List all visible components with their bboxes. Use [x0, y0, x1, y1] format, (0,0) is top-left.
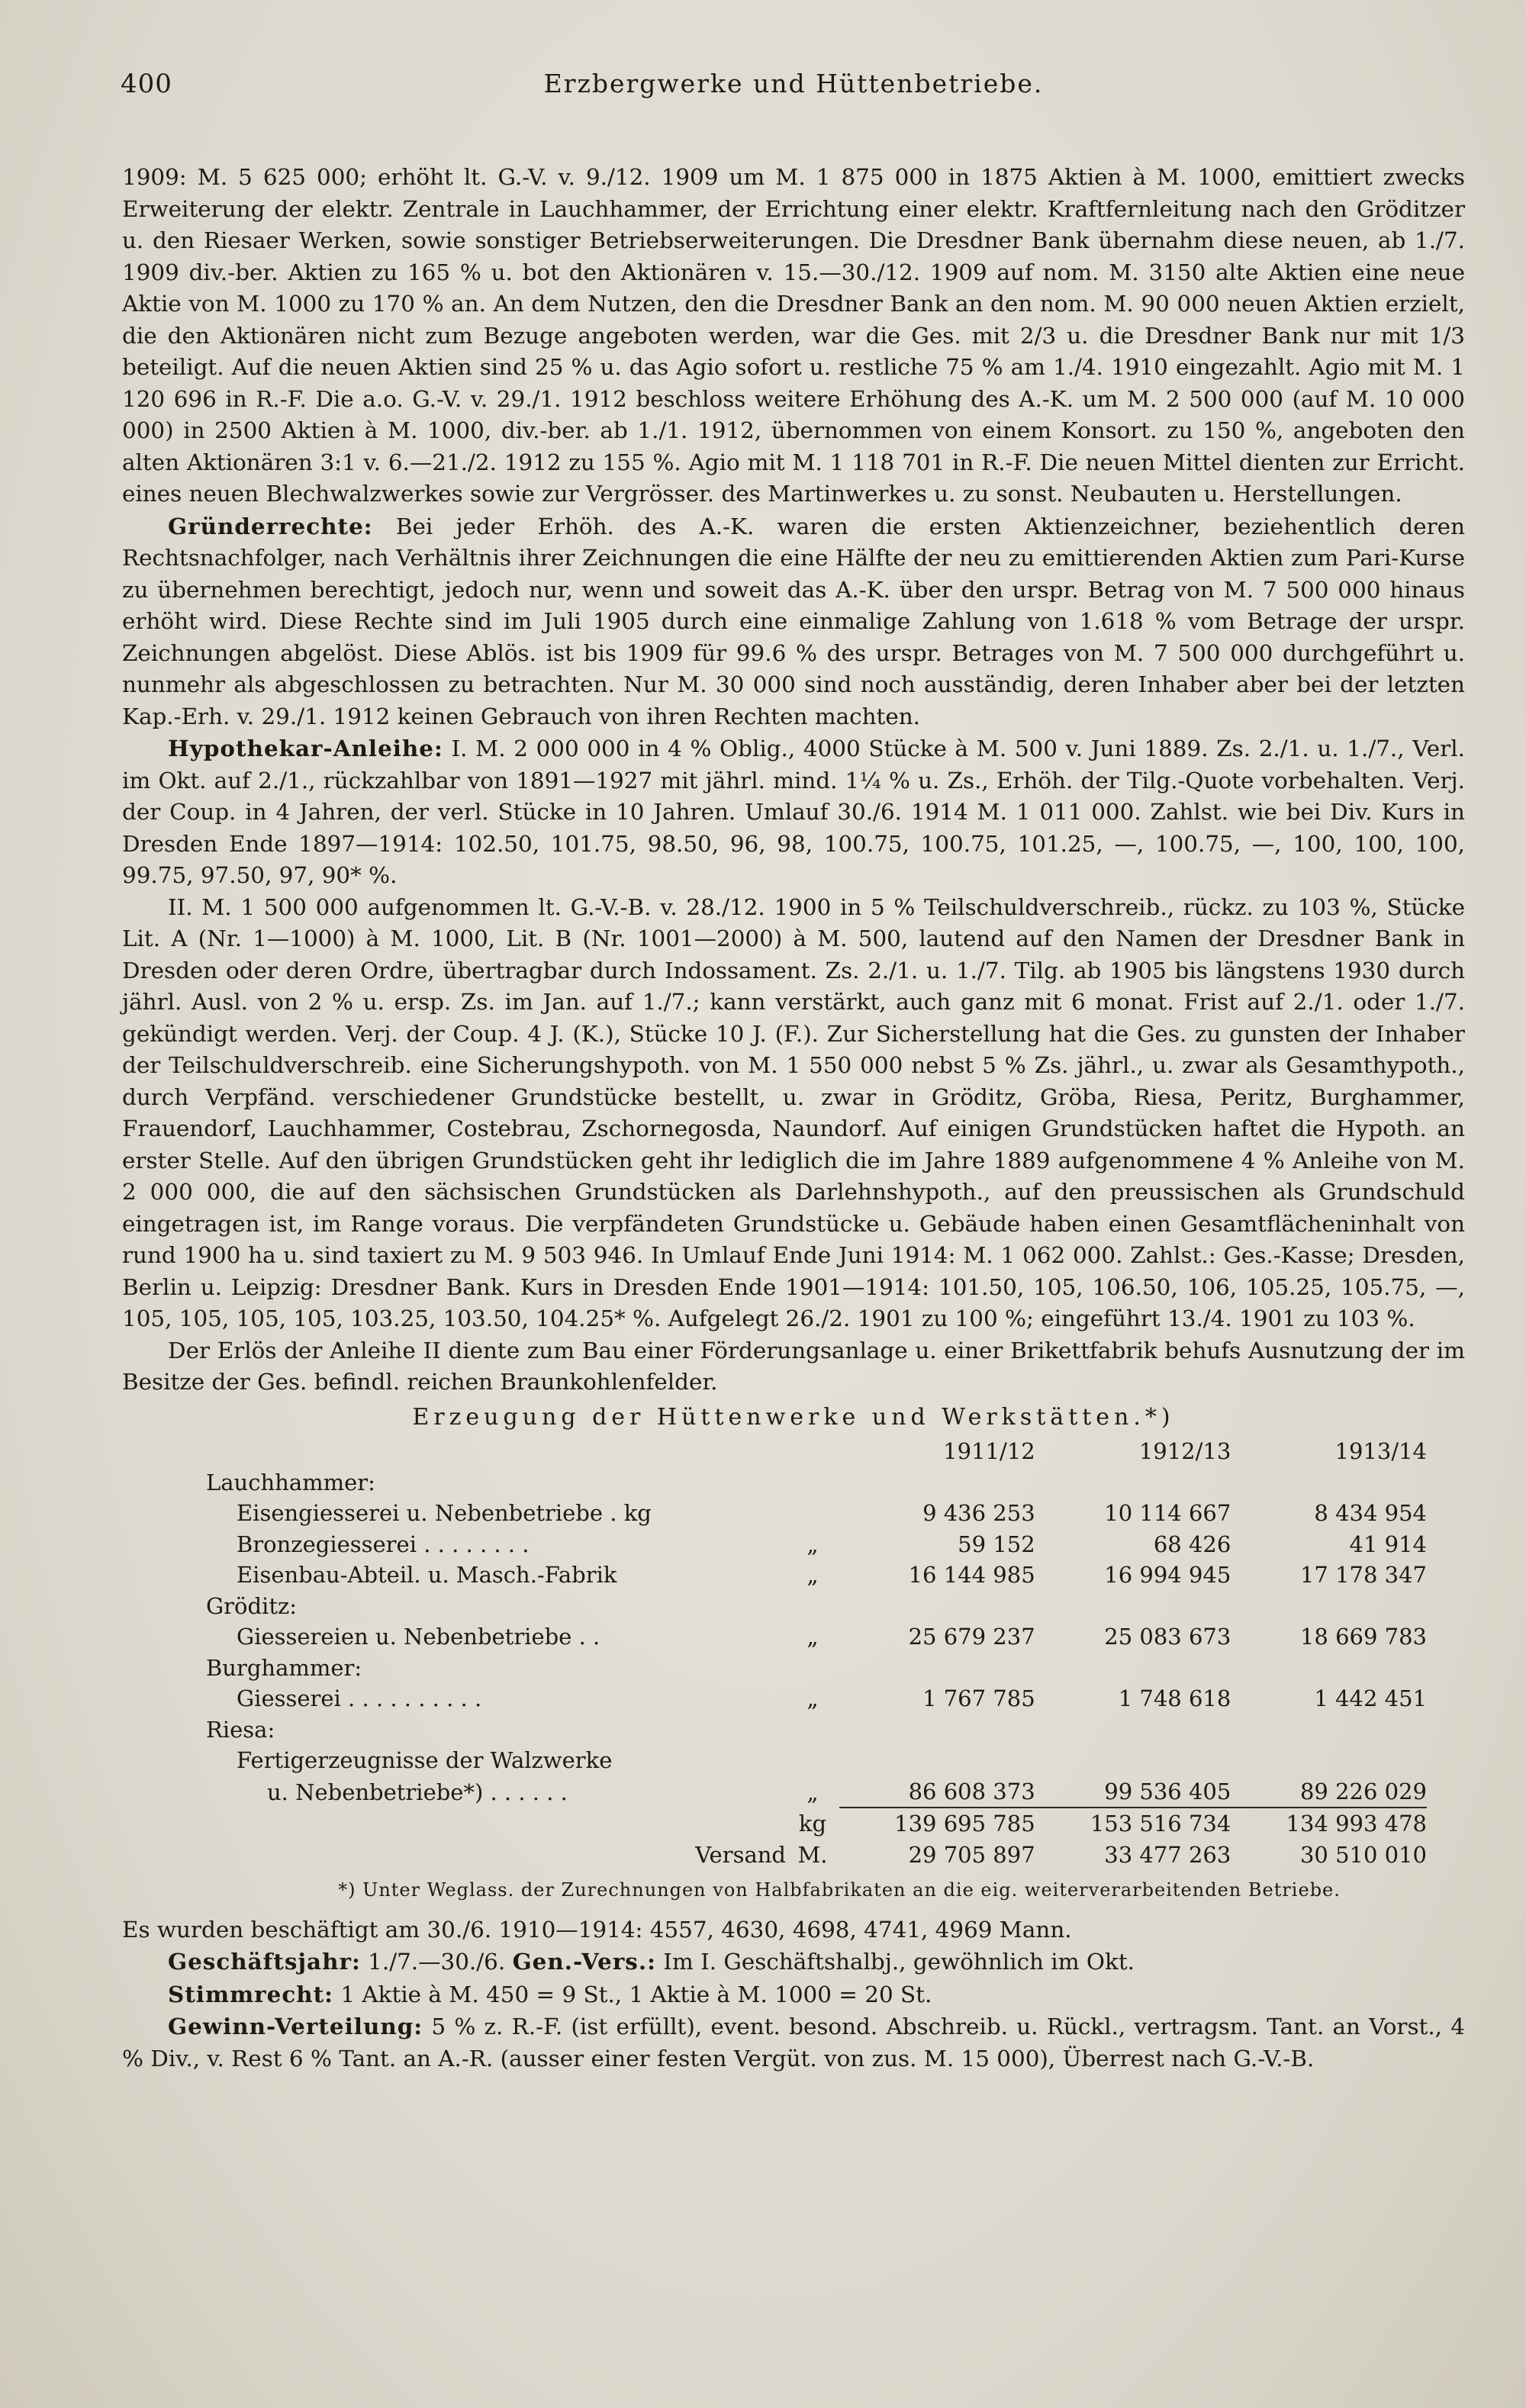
production-value — [1231, 1467, 1427, 1499]
paragraph-capital-history: 1909: M. 5 625 000; erhöht lt. G.-V. v. 9./12. 1909 um M. 1 875 000 in 1875 Aktien à M. 1000, emittiert zwecks Erweiterung der elektr. Zentrale in Lauchhammer, der Errichtung einer elektr. Kraftfernleitung nach den Gröditzer u. den Riesaer Werken, sowie sonstiger Betriebserweiterungen. Die Dresdner Bank übernahm diese neuen, ab 1./7. 1909 div.-ber. Aktien zu 165 % u. bot den Aktionären v. 15.—30./12. 1909 auf nom. M. 3150 alte Aktien eine neue Aktie von M. 1000 zu 170 % an. An dem Nutzen, den die Dresdner Bank an den nom. M. 90 000 neuen Aktien erzielt, die den Aktionären nicht zum Bezuge angeboten werden, war die Ges. mit 2/3 u. die Dresdner Bank nur mit 1/3 beteiligt. Auf die neuen Aktien sind 25 % u. das Agio sofort u. restliche 75 % am 1./4. 1910 eingezahlt. Agio mit M. 1 120 696 in R.-F. Die a.o. G.-V. v. 29./1. 1912 beschloss weitere Erhöhung des A.-K. um M. 2 500 000 (auf M. 10 000 000) in 2500 Aktien à M. 1000, div.-ber. ab 1./1. 1912, übernommen von einem Konsort. zu 150 %, angeboten den alten Aktionären 3:1 v. 6.—21./2. 1912 zu 155 %. Agio mit M. 1 118 701 in R.-F. Die neuen Mittel dienten zur Erricht. eines neuen Blechwalzwerkes sowie zur Vergrösser. des Martinwerkes u. zu sonst. Neubauten u. Herstellungen. — [122, 164, 1465, 507]
production-value: 16 994 945 — [1104, 1562, 1231, 1588]
production-value: 8 434 954 — [1314, 1500, 1427, 1526]
production-value: 41 914 — [1349, 1531, 1427, 1557]
total-shipped-value: 33 477 263 — [1104, 1841, 1231, 1868]
production-row-unit — [786, 1498, 839, 1529]
production-row-unit: „ — [806, 1531, 819, 1557]
production-row — [206, 1621, 1427, 1653]
production-title: Erzeugung der Hüttenwerke und Werkstätten.*) — [412, 1403, 1175, 1431]
production-value: 16 144 985 — [908, 1562, 1035, 1588]
body-text — [122, 162, 1465, 2075]
production-value — [1035, 1714, 1231, 1746]
production-value: 59 152 — [958, 1531, 1035, 1557]
paragraph-founder-rights — [122, 510, 1465, 733]
production-row-label: Eisenbau-Abteil. u. Masch.-Fabrik — [237, 1562, 617, 1588]
lead-general-meeting: Gen.-Vers.: — [512, 1948, 656, 1975]
production-row — [206, 1529, 1427, 1560]
production-value — [1035, 1745, 1231, 1776]
total-kg-row — [206, 1808, 1427, 1840]
production-value: 1 442 451 — [1314, 1685, 1427, 1711]
production-value — [1231, 1591, 1427, 1622]
production-value: 1 748 618 — [1118, 1685, 1231, 1711]
production-value — [1035, 1653, 1231, 1684]
production-header-row — [206, 1436, 1427, 1467]
production-row — [206, 1467, 1427, 1499]
production-row-label: Fertigerzeugnisse der Walzwerke — [237, 1747, 613, 1773]
production-row-label: Gröditz: — [206, 1592, 298, 1619]
production-value: 17 178 347 — [1299, 1562, 1427, 1588]
lead-fiscal-year: Geschäftsjahr: — [168, 1948, 361, 1975]
total-kg-value: 139 695 785 — [839, 1808, 1035, 1840]
production-row-unit — [786, 1591, 839, 1622]
production-row-unit: „ — [806, 1624, 819, 1650]
production-row — [206, 1776, 1427, 1808]
text-founder-rights: Bei jeder Erhöh. des A.-K. waren die ersten Aktienzeichner, beziehentlich deren Rechtsnachfolger, nach Verhältnis ihrer Zeichnungen die eine Hälfte der neu zu emittierenden Aktien zum Pari-Kurse zu übernehmen berechtigt, jedoch nur, wenn und soweit das A.-K. über den urspr. Betrag von M. 7 500 000 hinaus erhöht wird. Diese Rechte sind im Juli 1905 durch eine einmalige Zahlung von 1.618 % vom Betrage der urspr. Zeichnungen abgelöst. Diese Ablös. ist bis 1909 für 99.6 % des urspr. Betrages von M. 7 500 000 durchgeführt u. nunmehr als abgeschlossen zu betrachten. Nur M. 30 000 sind noch ausständig, deren Inhaber aber bei der letzten Kap.-Erh. v. 29./1. 1912 keinen Gebrauch von ihren Rechten machten. — [122, 513, 1465, 729]
production-row-unit: „ — [806, 1685, 819, 1711]
production-row-unit — [786, 1653, 839, 1684]
production-footnote: *) Unter Weglass. der Zurechnungen von Halbfabrikaten an die eig. weiterverarbeitenden Betriebe. — [338, 1879, 1341, 1901]
production-row-unit: „ — [806, 1562, 819, 1588]
production-value: 1 767 785 — [922, 1685, 1035, 1711]
total-shipped-label: Versand — [695, 1841, 786, 1868]
lead-mortgage-loan: Hypothekar-Anleihe: — [168, 735, 443, 761]
production-row-unit — [786, 1714, 839, 1746]
production-value — [1035, 1467, 1231, 1499]
total-kg-value: 134 993 478 — [1231, 1808, 1427, 1840]
production-row-label: Eisengiesserei u. Nebenbetriebe . kg — [237, 1500, 652, 1526]
production-row — [206, 1591, 1427, 1622]
production-row — [206, 1498, 1427, 1529]
production-row-label: Giesserei . . . . . . . . . . — [237, 1685, 482, 1711]
running-title: Erzbergwerke und Hüttenbetriebe. — [543, 69, 1044, 98]
year-header: 1913/14 — [1334, 1438, 1427, 1464]
total-shipped-row — [206, 1840, 1427, 1871]
production-row — [206, 1745, 1427, 1776]
paragraph-loan-proceeds: Der Erlös der Anleihe II diente zum Bau einer Förderungsanlage u. einer Brikettfabrik behufs Ausnutzung der im Besitze der Ges. befindl. reichen Braunkohlenfelder. — [122, 1337, 1465, 1395]
year-header: 1912/13 — [1138, 1438, 1231, 1464]
paragraph-loan-ii: II. M. 1 500 000 aufgenommen lt. G.-V.-B. v. 28./12. 1900 in 5 % Teilschuldverschreib., rückz. zu 103 %, Stücke Lit. A (Nr. 1—1000) à M. 1000, Lit. B (Nr. 1001—2000) à M. 500, lautend auf den Namen der Dresdner Bank in Dresden oder deren Ordre, übertragbar durch Indossament. Zs. 2./1. u. 1./7. Tilg. ab 1905 bis längstens 1930 durch jährl. Ausl. von 2 % u. ersp. Zs. im Jan. auf 1./7.; kann verstärkt, auch ganz mit 6 monat. Frist auf 2./1. oder 1./7. gekündigt werden. Verj. der Coup. 4 J. (K.), Stücke 10 J. (F.). Zur Sicherstellung hat die Ges. zu gunsten der Inhaber der Teilschuldverschreib. eine Sicherungshypoth. von M. 1 550 000 nebst 5 % Zs. jährl., u. zwar als Gesamthypoth., durch Verpfänd. verschiedener Grundstücke bestellt, u. zwar in Gröditz, Gröba, Riesa, Peritz, Burghammer, Frauendorf, Lauchhammer, Costebrau, Zschornegosda, Naundorf. Auf einigen Grundstücken haftet die Hypoth. an erster Stelle. Auf den übrigen Grundstücken geht ihr lediglich die im Jahre 1889 aufgenommene 4 % Anleihe von M. 2 000 000, die auf den sächsischen Grundstücken als Darlehnshypoth., auf den preussischen als Grundschuld eingetragen ist, im Range voraus. Die verpfändeten Grundstücke u. Gebäude haben einen Gesamtflächeninhalt von rund 1900 ha u. sind taxiert zu M. 9 503 946. In Umlauf Ende Juni 1914: M. 1 062 000. Zahlst.: Ges.-Kasse; Dresden, Berlin u. Leipzig: Dresdner Bank. Kurs in Dresden Ende 1901—1914: 101.50, 105, 106.50, 106, 105.25, 105.75, —, 105, 105, 105, 105, 103.25, 103.50, 104.25* %. Aufgelegt 26./2. 1901 zu 100 %; eingeführt 13./4. 1901 zu 103 %. — [122, 893, 1465, 1331]
text-profit-distribution: 5 % z. R.-F. (ist erfüllt), event. besond. Abschreib. u. Rückl., vertragsm. Tant. an Vorst., 4 % Div., v. Rest 6 % Tant. an A.-R. (ausser einer festen Vergüt. von zus. M. 15 000), Überrest nach G.-V.-B. — [122, 2014, 1465, 2072]
paragraph-voting-right — [122, 1978, 1465, 2011]
total-shipped-value: 30 510 010 — [1299, 1841, 1427, 1868]
text-general-meeting: Im I. Geschäftshalbj., gewöhnlich im Okt. — [655, 1949, 1135, 1975]
production-value: 25 679 237 — [908, 1624, 1035, 1650]
production-value — [1231, 1745, 1427, 1776]
production-value: 9 436 253 — [922, 1500, 1035, 1526]
text-voting-right: 1 Aktie à M. 450 = 9 St., 1 Aktie à M. 1000 = 20 St. — [333, 1981, 932, 2007]
production-row — [206, 1560, 1427, 1591]
production-value — [839, 1745, 1035, 1776]
production-row-label: Giessereien u. Nebenbetriebe . . — [237, 1624, 600, 1650]
production-value — [839, 1467, 1035, 1499]
production-value — [839, 1653, 1035, 1684]
production-row-label: Burghammer: — [206, 1654, 362, 1681]
production-row-label: Bronzegiesserei . . . . . . . . — [237, 1531, 530, 1557]
paragraph-mortgage-loan — [122, 732, 1465, 892]
production-row-unit: „ — [806, 1779, 819, 1805]
production-table — [206, 1436, 1427, 1870]
paragraph-profit-distribution — [122, 2010, 1465, 2075]
production-value — [839, 1591, 1035, 1622]
production-rows — [206, 1467, 1427, 1808]
total-shipped-value: 29 705 897 — [908, 1841, 1035, 1868]
paragraph-fiscal-year — [122, 1946, 1465, 1978]
production-row-unit — [786, 1467, 839, 1499]
production-value: 18 669 783 — [1299, 1624, 1427, 1650]
lead-profit-distribution: Gewinn-Verteilung: — [168, 2013, 423, 2039]
production-value: 99 536 405 — [1104, 1778, 1231, 1804]
production-row-unit — [786, 1745, 839, 1776]
text-mortgage-loan: I. M. 2 000 000 in 4 % Oblig., 4000 Stücke à M. 500 v. Juni 1889. Zs. 2./1. u. 1./7., Verl. im Okt. auf 2./1., rückzahlbar von 1891—1927 mit jährl. mind. 1¼ % u. Zs., Erhöh. der Tilg.-Quote vorbehalten. Verj. der Coup. in 4 Jahren, der verl. Stücke in 10 Jahren. Umlauf 30./6. 1914 M. 1 011 000. Zahlst. wie bei Div. Kurs in Dresden Ende 1897—1914: 102.50, 101.75, 98.50, 96, 98, 100.75, 100.75, 101.25, —, 100.75, —, 100, 100, 100, 99.75, 97.50, 97, 90* %. — [122, 736, 1465, 888]
production-value: 86 608 373 — [908, 1778, 1035, 1804]
paragraph-employees: Es wurden beschäftigt am 30./6. 1910—1914: 4557, 4630, 4698, 4741, 4969 Mann. — [122, 1916, 1072, 1943]
page-number: 400 — [121, 69, 172, 99]
production-value — [1231, 1714, 1427, 1746]
lead-founder-rights: Gründerrechte: — [168, 512, 373, 539]
year-header: 1911/12 — [943, 1438, 1035, 1464]
production-row — [206, 1683, 1427, 1714]
production-value — [839, 1714, 1035, 1746]
production-value — [1231, 1653, 1427, 1684]
production-row — [206, 1714, 1427, 1746]
lead-voting-right: Stimmrecht: — [168, 1980, 334, 2007]
production-value: 10 114 667 — [1104, 1500, 1231, 1526]
production-value — [1035, 1591, 1231, 1622]
production-value: 25 083 673 — [1104, 1624, 1231, 1650]
running-head — [122, 69, 1465, 114]
total-kg-value: 153 516 734 — [1035, 1808, 1231, 1840]
text-fiscal-year: 1./7.—30./6. — [360, 1949, 513, 1975]
production-row-label: Lauchhammer: — [206, 1469, 375, 1495]
production-row — [206, 1653, 1427, 1684]
production-value: 68 426 — [1153, 1531, 1231, 1557]
production-row-label: u. Nebenbetriebe*) . . . . . . — [267, 1779, 568, 1805]
total-kg-unit: kg — [798, 1811, 827, 1837]
total-shipped-unit: M. — [797, 1841, 828, 1868]
production-value: 89 226 029 — [1299, 1778, 1427, 1804]
production-row-label: Riesa: — [206, 1716, 275, 1743]
